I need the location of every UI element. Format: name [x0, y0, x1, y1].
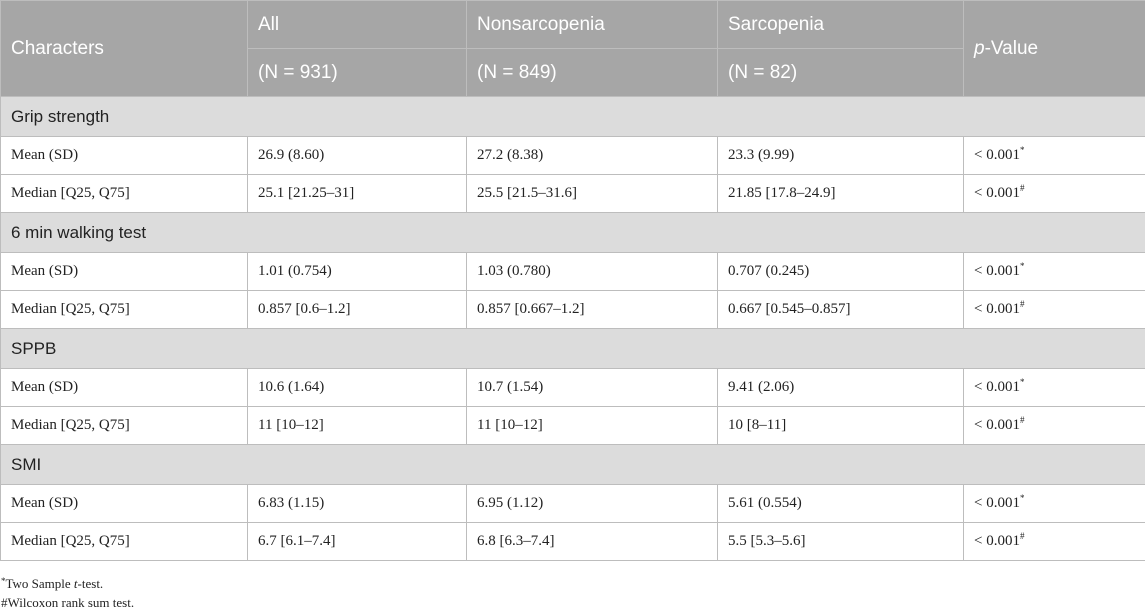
table-row — [1, 137, 1145, 175]
sarcopenia-value: 5.61 (0.554) — [718, 485, 964, 523]
pvalue-value: < 0.001 — [974, 533, 1020, 549]
section-row — [1, 329, 1145, 369]
sarcopenia-n: (N = 82) — [718, 49, 964, 97]
row-label: Mean (SD) — [1, 485, 248, 523]
table-row — [1, 175, 1145, 213]
nonsarcopenia-value: 6.95 (1.12) — [467, 485, 718, 523]
all-value: 6.7 [6.1–7.4] — [248, 523, 467, 561]
section-row — [1, 97, 1145, 137]
nonsarcopenia-value: 27.2 (8.38) — [467, 137, 718, 175]
pvalue-mark: * — [1020, 493, 1025, 503]
pvalue-cell — [964, 137, 1145, 175]
nonsarcopenia-value: 11 [10–12] — [467, 407, 718, 445]
table-header — [1, 1, 1145, 97]
footnote-text: Two Sample — [6, 576, 74, 591]
nonsarcopenia-value: 25.5 [21.5–31.6] — [467, 175, 718, 213]
table-row — [1, 407, 1145, 445]
pvalue-header — [964, 1, 1145, 97]
all-value: 6.83 (1.15) — [248, 485, 467, 523]
pvalue-mark: * — [1020, 377, 1025, 387]
pvalue-mark: * — [1020, 261, 1025, 271]
sarcopenia-value: 0.667 [0.545–0.857] — [718, 291, 964, 329]
pvalue-mark: * — [1020, 145, 1025, 155]
pvalue-mark: # — [1020, 299, 1025, 309]
pvalue-value: < 0.001 — [974, 185, 1020, 201]
row-label: Mean (SD) — [1, 137, 248, 175]
sarcopenia-value: 23.3 (9.99) — [718, 137, 964, 175]
section-title: 6 min walking test — [1, 213, 1145, 253]
sarcopenia-value: 10 [8–11] — [718, 407, 964, 445]
row-label: Median [Q25, Q75] — [1, 407, 248, 445]
row-label: Mean (SD) — [1, 253, 248, 291]
table-row — [1, 369, 1145, 407]
pvalue-mark: # — [1020, 531, 1025, 541]
nonsarcopenia-value: 0.857 [0.667–1.2] — [467, 291, 718, 329]
pvalue-value: < 0.001 — [974, 263, 1020, 279]
all-value: 10.6 (1.64) — [248, 369, 467, 407]
section-row — [1, 213, 1145, 253]
pvalue-cell — [964, 253, 1145, 291]
sarcopenia-value: 21.85 [17.8–24.9] — [718, 175, 964, 213]
footnote-text-end: -test. — [78, 576, 104, 591]
row-label: Median [Q25, Q75] — [1, 291, 248, 329]
row-label: Median [Q25, Q75] — [1, 523, 248, 561]
pvalue-cell — [964, 291, 1145, 329]
all-value: 26.9 (8.60) — [248, 137, 467, 175]
footnotes — [1, 574, 134, 612]
row-label: Median [Q25, Q75] — [1, 175, 248, 213]
pvalue-cell — [964, 369, 1145, 407]
nonsarcopenia-value: 6.8 [6.3–7.4] — [467, 523, 718, 561]
nonsarcopenia-header: Nonsarcopenia — [467, 1, 718, 49]
pvalue-header-italic: p — [974, 38, 985, 59]
table-row — [1, 523, 1145, 561]
table-row — [1, 253, 1145, 291]
footnote-wilcoxon: #Wilcoxon rank sum test. — [1, 593, 134, 612]
pvalue-mark: # — [1020, 183, 1025, 193]
pvalue-cell — [964, 407, 1145, 445]
footnote-mark: * — [1, 576, 6, 586]
nonsarcopenia-value: 10.7 (1.54) — [467, 369, 718, 407]
table-row — [1, 485, 1145, 523]
pvalue-value: < 0.001 — [974, 301, 1020, 317]
pvalue-cell — [964, 485, 1145, 523]
pvalue-value: < 0.001 — [974, 495, 1020, 511]
section-title: SPPB — [1, 329, 1145, 369]
pvalue-header-suffix: -Value — [985, 38, 1039, 59]
all-value: 11 [10–12] — [248, 407, 467, 445]
pvalue-mark: # — [1020, 415, 1025, 425]
all-value: 1.01 (0.754) — [248, 253, 467, 291]
pvalue-value: < 0.001 — [974, 379, 1020, 395]
header-row — [1, 1, 1145, 49]
footnote-ttest — [1, 574, 134, 593]
footnote-italic: t — [74, 576, 78, 591]
section-row — [1, 445, 1145, 485]
row-label: Mean (SD) — [1, 369, 248, 407]
all-value: 0.857 [0.6–1.2] — [248, 291, 467, 329]
table-body — [1, 97, 1145, 561]
sarcopenia-header: Sarcopenia — [718, 1, 964, 49]
characters-header: Characters — [1, 1, 248, 97]
pvalue-cell — [964, 523, 1145, 561]
all-value: 25.1 [21.25–31] — [248, 175, 467, 213]
all-n: (N = 931) — [248, 49, 467, 97]
sarcopenia-value: 0.707 (0.245) — [718, 253, 964, 291]
table-row — [1, 291, 1145, 329]
pvalue-cell — [964, 175, 1145, 213]
section-title: SMI — [1, 445, 1145, 485]
nonsarcopenia-n: (N = 849) — [467, 49, 718, 97]
pvalue-value: < 0.001 — [974, 147, 1020, 163]
nonsarcopenia-value: 1.03 (0.780) — [467, 253, 718, 291]
all-header: All — [248, 1, 467, 49]
pvalue-value: < 0.001 — [974, 417, 1020, 433]
section-title: Grip strength — [1, 97, 1145, 137]
sarcopenia-value: 5.5 [5.3–5.6] — [718, 523, 964, 561]
sarcopenia-value: 9.41 (2.06) — [718, 369, 964, 407]
